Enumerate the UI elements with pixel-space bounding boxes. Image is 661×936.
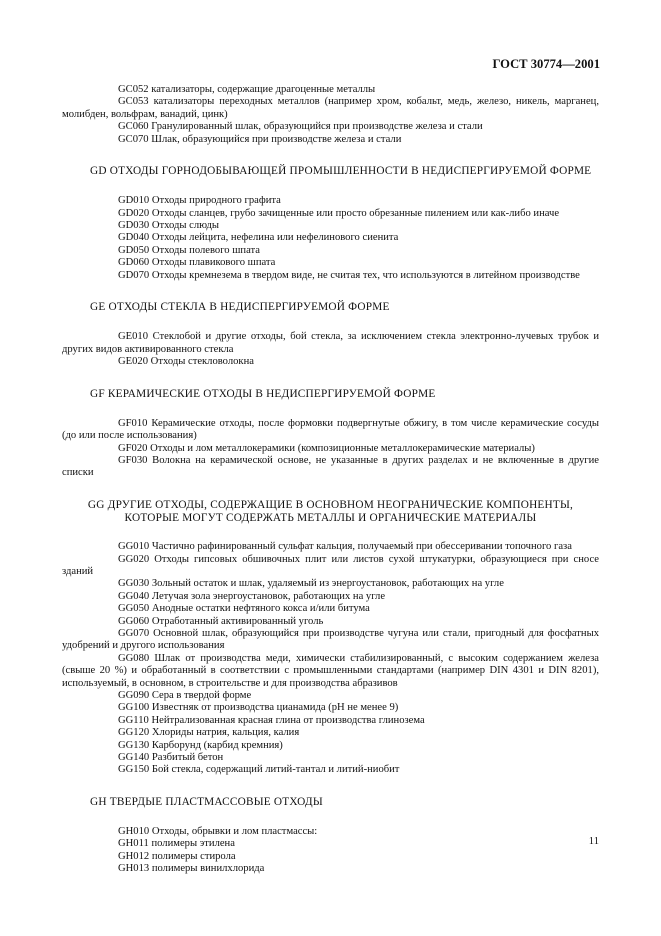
waste-code: GC052 (118, 84, 149, 95)
waste-description: Анодные остатки нефтяного кокса и/или битума (151, 603, 370, 615)
waste-entry (62, 591, 599, 603)
waste-description: Отходы лейцита, нефелина или нефелинового сиенита (151, 232, 399, 244)
waste-description: Отходы плавикового шпата (151, 257, 276, 269)
waste-code: GG100 (118, 702, 150, 714)
waste-code: GG060 (118, 615, 150, 627)
waste-entry (62, 541, 599, 553)
waste-code: GG010 (118, 541, 150, 553)
waste-description: катализаторы переходных металлов (например хром, кобальт, медь, железо, никель, марганец, молибден, вольфрам, ванадий, цинк) (62, 96, 599, 120)
waste-entry (62, 220, 599, 232)
waste-code: GH011 (118, 838, 149, 850)
waste-code: GE020 (118, 356, 149, 368)
waste-description: Шлак, образующийся при производстве железа и стали (151, 133, 402, 145)
waste-description: Отходы кремнезема в твердом виде, не считая тех, что используются в литейном производстве (151, 269, 580, 281)
document-body (62, 84, 599, 876)
waste-code: GD050 (118, 244, 150, 256)
waste-entry (62, 443, 599, 455)
waste-code: GD040 (118, 232, 150, 244)
waste-entry (62, 715, 599, 727)
waste-entry (62, 418, 599, 443)
waste-entry (62, 578, 599, 590)
waste-code: GG090 (118, 690, 150, 702)
waste-entry (62, 603, 599, 615)
section-heading-line: GF КЕРАМИЧЕСКИЕ ОТХОДЫ В НЕДИСПЕРГИРУЕМОЙ ФОРМЕ (90, 387, 436, 400)
waste-description: Отходы полевого шпата (151, 244, 260, 256)
waste-code: GC060 (118, 121, 149, 133)
waste-description: Бой стекла, содержащий литий-тантал и литий-ниобит (151, 764, 400, 776)
waste-entry (62, 195, 599, 207)
waste-code: GF030 (118, 454, 148, 466)
waste-description: Известняк от производства цианамида (рН не менее 9) (151, 702, 399, 714)
waste-description: полимеры винилхлорида (151, 863, 265, 875)
waste-description: Сера в твердой форме (151, 690, 252, 702)
waste-code: GG020 (118, 553, 150, 565)
waste-code: GD060 (118, 257, 150, 269)
section-heading (62, 388, 599, 401)
waste-entry (62, 752, 599, 764)
waste-description: Отходы и лом металлокерамики (композиционные металлокерамические материалы) (150, 442, 535, 454)
waste-description: Отходы гипсовых обшивочных плит или листов сухой штукатурки, образующиеся при сносе зданий (62, 553, 599, 577)
waste-code: GF020 (118, 442, 148, 454)
waste-description: Хлориды натрия, кальция, калия (151, 727, 300, 739)
waste-description: Карборунд (карбид кремния) (151, 739, 283, 751)
waste-code: GG150 (118, 764, 150, 776)
waste-entry (62, 245, 599, 257)
waste-code: GG120 (118, 727, 150, 739)
waste-entry (62, 727, 599, 739)
waste-entry (62, 257, 599, 269)
waste-description: Стеклобой и другие отходы, бой стекла, за исключением стекла электронно-лучевых трубок и других видов активированного стекла (62, 331, 600, 355)
waste-entry (62, 653, 599, 690)
waste-entry (62, 554, 599, 579)
waste-entry (62, 270, 599, 282)
waste-entry (62, 331, 599, 356)
section-heading (62, 301, 599, 314)
waste-code: GG130 (118, 739, 150, 751)
waste-entry (62, 455, 599, 480)
waste-code: GG110 (118, 714, 149, 726)
waste-entry (62, 863, 599, 875)
waste-description: Отходы стекловолокна (150, 356, 254, 368)
waste-entry (62, 851, 599, 863)
waste-code: GD020 (118, 207, 150, 219)
waste-code: GD030 (118, 220, 150, 232)
waste-entry (62, 84, 599, 96)
waste-code: GF010 (118, 417, 148, 429)
waste-entry (62, 134, 599, 146)
waste-description: полимеры стирола (151, 850, 236, 862)
waste-entry (62, 616, 599, 628)
page-number: 11 (588, 836, 599, 847)
waste-code: GG080 (118, 652, 150, 664)
waste-code: GG140 (118, 752, 150, 764)
waste-entry (62, 121, 599, 133)
waste-code: GC053 (118, 96, 149, 108)
waste-description: катализаторы, содержащие драгоценные металлы (151, 84, 376, 95)
waste-entry (62, 764, 599, 776)
section-heading-line: GD ОТХОДЫ ГОРНОДОБЫВАЮЩЕЙ ПРОМЫШЛЕННОСТИ В НЕДИСПЕРГИРУЕМОЙ ФОРМЕ (90, 165, 592, 178)
waste-entry (62, 232, 599, 244)
waste-entry (62, 356, 599, 368)
waste-description: Летучая зола энергоустановок, работающих на угле (151, 590, 386, 602)
waste-description: Частично рафинированный сульфат кальция, получаемый при обессеривании топочного газа (151, 541, 572, 553)
waste-description: полимеры этилена (151, 838, 235, 850)
waste-entry (62, 826, 599, 838)
waste-code: GD070 (118, 269, 150, 281)
section-heading-line: GE ОТХОДЫ СТЕКЛА В НЕДИСПЕРГИРУЕМОЙ ФОРМЕ (90, 301, 390, 314)
waste-code: GH010 (118, 826, 150, 838)
waste-description: Волокна на керамической основе, не указанные в других разделах и не включенные в другие списки (62, 454, 599, 479)
waste-entry (62, 702, 599, 714)
waste-entry (62, 628, 599, 653)
waste-code: GG040 (118, 590, 150, 602)
waste-code: GG070 (118, 627, 150, 639)
waste-code: GC070 (118, 133, 149, 145)
waste-code: GE010 (118, 331, 149, 343)
waste-code: GH013 (118, 863, 150, 875)
waste-entry (62, 740, 599, 752)
waste-description: Гранулированный шлак, образующийся при производстве железа и стали (151, 121, 483, 133)
section-heading-line: GG ДРУГИЕ ОТХОДЫ, СОДЕРЖАЩИЕ В ОСНОВНОМ НЕОГРАНИЧЕСКИЕ КОМПОНЕНТЫ, (87, 498, 574, 511)
waste-description: Отходы сланцев, грубо зачищенные или просто обрезанные пилением или как-либо иначе (151, 207, 560, 219)
section-heading (62, 165, 599, 178)
waste-description: Отходы, обрывки и лом пластмассы: (151, 826, 318, 838)
waste-description: Отходы природного графита (151, 195, 281, 207)
waste-code: GH012 (118, 850, 150, 862)
waste-description: Зольный остаток и шлак, удаляемый из энергоустановок, работающих на угле (151, 578, 504, 590)
waste-code: GD010 (118, 195, 150, 207)
section-heading-line: КОТОРЫЕ МОГУТ СОДЕРЖАТЬ МЕТАЛЛЫ И ОРГАНИЧЕСКИЕ МАТЕРИАЛЫ (124, 511, 537, 524)
waste-description: Керамические отходы, после формовки подвергнутые обжигу, в том числе керамические сосуды (до или после использования) (62, 417, 600, 442)
waste-description: Разбитый бетон (151, 752, 224, 764)
document-header: ГОСТ 30774—2001 (492, 57, 600, 71)
section-heading (62, 499, 599, 525)
waste-description: Шлак от производства меди, химически стабилизированный, с высоким содержанием железа (свыше 20 %) и обработанный в соответствии с промышленными стандартами (например DIN 4301 и DIN 8201), используемый, в основном, в строительстве и для производства абразивов (62, 652, 599, 689)
waste-code: GG050 (118, 603, 150, 615)
waste-description: Нейтрализованная красная глина от производства глинозема (151, 714, 425, 726)
section-heading (62, 796, 599, 809)
waste-entry (62, 838, 599, 850)
waste-description: Основной шлак, образующийся при производстве чугуна или стали, пригодный для фосфатных удобрений и другого использования (62, 627, 599, 652)
section-heading-line: GH ТВЕРДЫЕ ПЛАСТМАССОВЫЕ ОТХОДЫ (90, 795, 323, 808)
waste-entry (62, 690, 599, 702)
waste-entry (62, 96, 599, 121)
waste-entry (62, 208, 599, 220)
waste-code: GG030 (118, 578, 150, 590)
waste-description: Отработанный активированный уголь (151, 615, 324, 627)
waste-description: Отходы слюды (151, 220, 220, 232)
